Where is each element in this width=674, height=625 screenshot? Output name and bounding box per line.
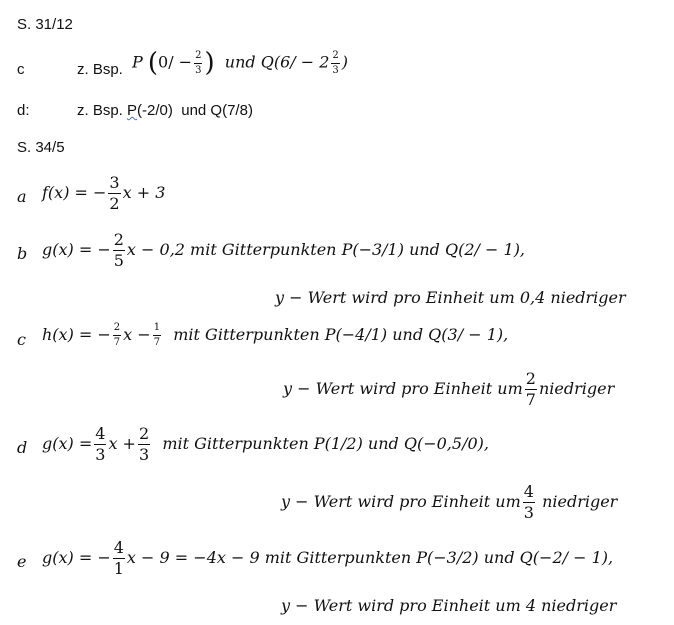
task-d-note: y − Wert wird pro Einheit um $\frac{4}{3}$ niedriger <box>281 482 618 522</box>
task-e-note: y − Wert wird pro Einheit um 4 niedriger <box>281 596 617 615</box>
heading-s31: S. 31/12 <box>17 16 73 33</box>
task-c-equation: h(x) = − $\frac{2}{7}$ x − $\frac{1}{7}$ mit Gitterpunkten P(−4/1) und Q(3/ − 1), <box>42 322 509 348</box>
item-d-label: d: <box>17 102 30 119</box>
task-b-label: b <box>17 244 28 263</box>
item-c-prefix: z. Bsp. <box>77 61 123 78</box>
item-c-label: c <box>17 61 25 78</box>
task-b-note: y − Wert wird pro Einheit um 0,4 niedriger <box>275 288 626 307</box>
task-a-equation: f(x) = − $\frac{3}{2}$ x + 3 <box>42 173 166 213</box>
item-d-content: z. Bsp. P(-2/0) und Q(7/8) <box>77 102 253 119</box>
task-e-label: e <box>17 552 27 571</box>
task-b-equation: g(x) = − $\frac{2}{5}$ x − 0,2 mit Gitterpunkten P(−3/1) und Q(2/ − 1), <box>42 230 526 270</box>
task-c-label: c <box>17 330 26 349</box>
task-d-label: d <box>17 438 28 457</box>
task-a-label: a <box>17 187 27 206</box>
task-c-note: y − Wert wird pro Einheit um $\frac{2}{7}$ niedriger <box>283 369 615 409</box>
task-d-equation: g(x) = $\frac{4}{3}$ x + $\frac{2}{3}$ mit Gitterpunkten P(1/2) und Q(−0,5/0), <box>42 424 489 464</box>
task-e-equation: g(x) = − $\frac{4}{1}$ x − 9 = −4x − 9 mit Gitterpunkten P(−3/2) und Q(−2/ − 1), <box>42 538 614 578</box>
item-c-points: P (0/ − $\frac{2}{3}$ ) und Q(6/ − 2 $\frac{2}{3}$ ) <box>132 48 349 78</box>
heading-s34: S. 34/5 <box>17 139 65 156</box>
